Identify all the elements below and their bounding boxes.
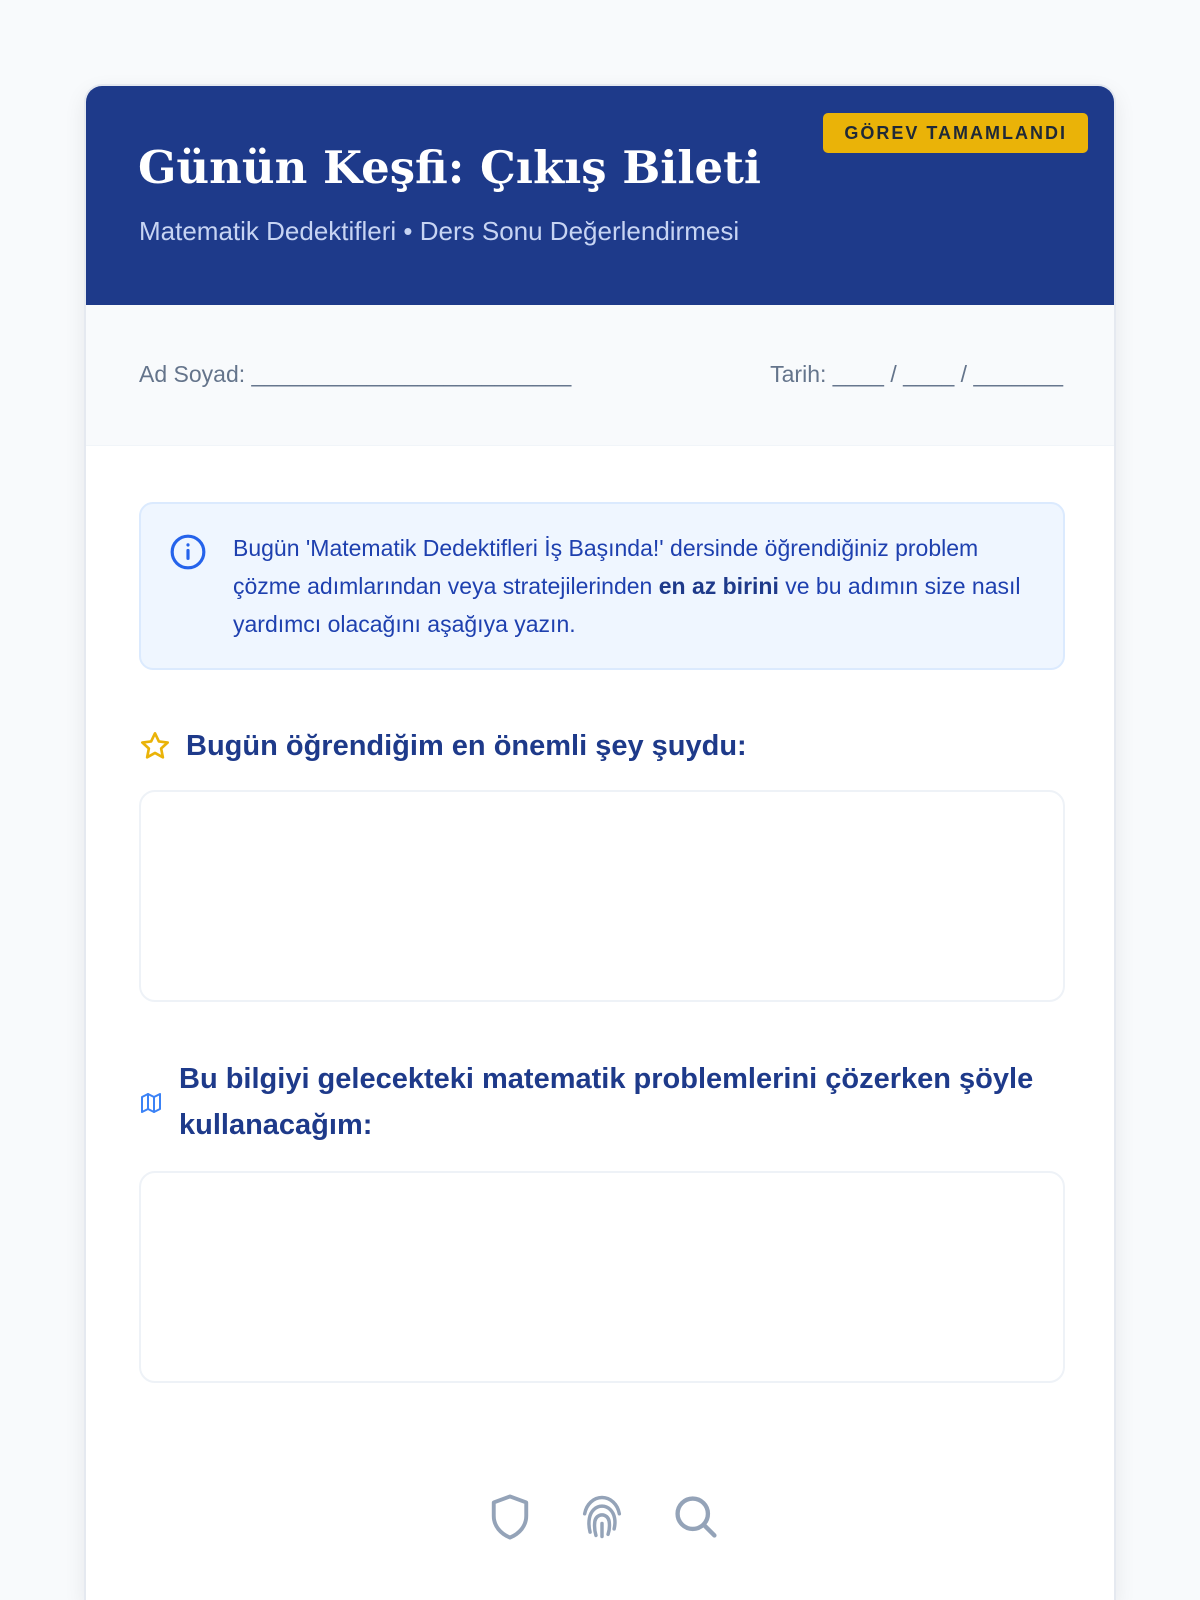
page-title: Günün Keşfi: Çıkış Bileti [138,141,761,194]
shield-icon [484,1491,536,1543]
instruction-emphasis: en az birini [658,573,779,599]
fingerprint-icon [576,1491,628,1543]
card-header [86,86,1114,305]
exit-ticket-card [84,84,1116,1600]
status-badge: GÖREV TAMAMLANDI [823,113,1088,153]
search-icon [670,1491,722,1543]
instruction-box [139,502,1065,670]
instruction-text-start: Bugün 'Matematik Dedektifleri İş Başında!' dersinde öğrendiğiniz problem çözme adımlarından veya stratejilerinden [233,535,979,599]
answer-1-input[interactable] [139,790,1065,1002]
student-meta [86,305,1114,446]
map-icon [139,1091,163,1115]
question-1-label: Bugün öğrendiğim en önemli şey şuydu: [186,730,747,762]
question-2-label: Bu bilgiyi gelecekteki matematik problemlerini çözerken şöyle kullanacağım: [179,1063,1034,1141]
instruction-text [233,529,1023,643]
page-subtitle: Matematik Dedektifleri • Ders Sonu Değerlendirmesi [139,216,740,246]
date-field-label: Tarih: ____ / ____ / _______ [770,361,1063,387]
answer-2-input[interactable] [139,1171,1065,1383]
star-icon [139,730,171,762]
instruction-text-end: ve bu adımın size nasıl yardımcı olacağını aşağıya yazın. [233,573,1021,637]
info-icon [169,533,207,571]
name-field-label: Ad Soyad: _________________________ [139,361,572,387]
